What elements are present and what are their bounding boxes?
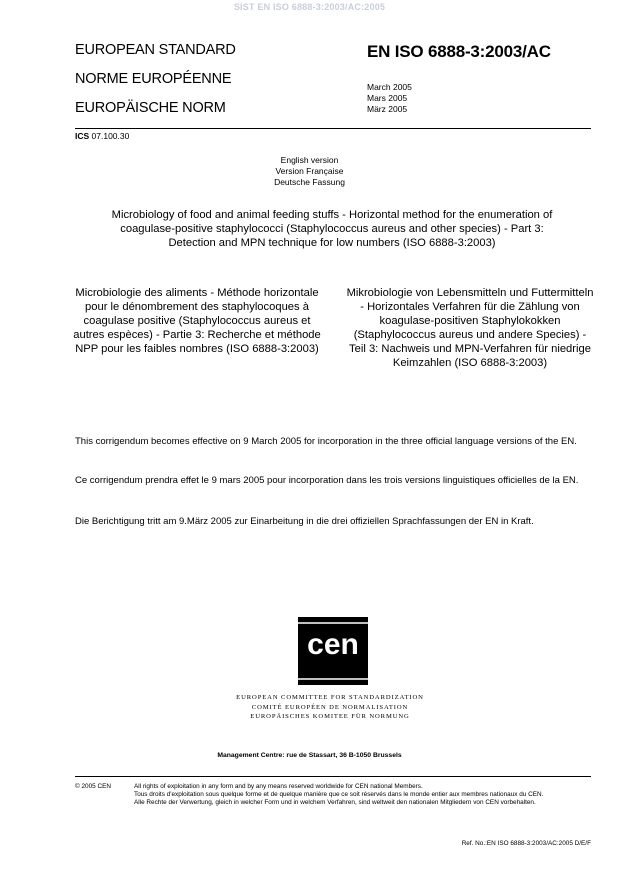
rights-en: All rights of exploitation in any form and by any means reserved worldwide for CEN national Members. — [134, 783, 423, 790]
standard-label-fr: NORME EUROPÉENNE — [75, 71, 232, 87]
rights-notice — [134, 783, 594, 807]
version-de: Deutsche Fassung — [274, 177, 345, 187]
date-de: März 2005 — [367, 104, 408, 114]
title-french: Microbiologie des aliments - Méthode horizontale pour le dénombrement des staphylocoques à coagulase positive (Staphylococcus aureus et autres espèces) - Partie 3: Recherche et méthode NPP pour les faibles nombres (ISO 6888-3:2003) — [73, 287, 321, 355]
rights-fr: Tous droits d'exploitation sous quelque forme et de quelque manière que ce soit réservés dans le monde entier aux membres nationaux du CEN. — [134, 791, 544, 798]
header-rule — [75, 128, 591, 129]
corrigendum-english: This corrigendum becomes effective on 9 March 2005 for incorporation in the three official language versions of the EN. — [75, 436, 577, 447]
ics-label: ICS — [75, 131, 90, 141]
standard-label-en: EUROPEAN STANDARD — [75, 42, 236, 58]
rights-de: Alle Rechte der Verwertung, gleich in welcher Form und in welchem Verfahren, sind weltweit den nationalen Mitgliedern von CEN vorbehalten. — [134, 799, 536, 806]
date-fr: Mars 2005 — [367, 93, 408, 103]
committee-fr: COMITÉ EUROPÉEN DE NORMALISATION — [251, 703, 409, 711]
committee-de: EUROPÄISCHES KOMITEE FÜR NORMUNG — [250, 713, 410, 720]
copyright: © 2005 CEN — [75, 783, 111, 790]
corrigendum-german: Die Berichtigung tritt am 9.März 2005 zur Einarbeitung in die drei offiziellen Sprachfassungen der EN in Kraft. — [75, 516, 534, 527]
committee-names — [200, 693, 460, 722]
footer-rule — [75, 776, 591, 777]
date-en: March 2005 — [367, 82, 412, 92]
standard-label-de: EUROPÄISCHE NORM — [75, 100, 226, 116]
corrigendum-french: Ce corrigendum prendra effet le 9 mars 2005 pour incorporation dans les trois versions linguistiques officielles de la EN. — [75, 475, 579, 486]
standard-number: EN ISO 6888-3:2003/AC — [367, 42, 551, 61]
title-english: Microbiology of food and animal feeding stuffs - Horizontal method for the enumeration of coagulase-positive staphylococci (Staphylococcus aureus and other species) - Part 3: Detection and MPN technique for low numbers (ISO 6888-3:2003) — [111, 209, 553, 249]
ics-value: 07.100.30 — [89, 131, 130, 141]
version-en: English version — [280, 155, 339, 165]
reference-number: Ref. No.:EN ISO 6888-3:2003/AC:2005 D/E/F — [461, 840, 591, 847]
watermark: SIST EN ISO 6888-3:2003/AC:2005 — [233, 2, 386, 12]
language-versions — [0, 155, 619, 188]
cen-logo-text: cen — [307, 628, 359, 661]
title-german: Mikrobiologie von Lebensmitteln und Futtermitteln - Horizontales Verfahren für die Zählung von koagulase-positiven Staphylokokken (Staphylococcus aureus und andere Species) - Teil 3: Nachweis und MPN-Verfahren für niedrige Keimzahlen (ISO 6888-3:2003) — [346, 287, 594, 369]
committee-en: EUROPEAN COMMITTEE FOR STANDARDIZATION — [236, 694, 424, 701]
ics-code — [75, 131, 129, 141]
management-centre: Management Centre: rue de Stassart, 36 B-1050 Brussels — [217, 752, 402, 759]
cen-logo — [298, 617, 368, 685]
version-fr: Version Française — [275, 166, 344, 176]
